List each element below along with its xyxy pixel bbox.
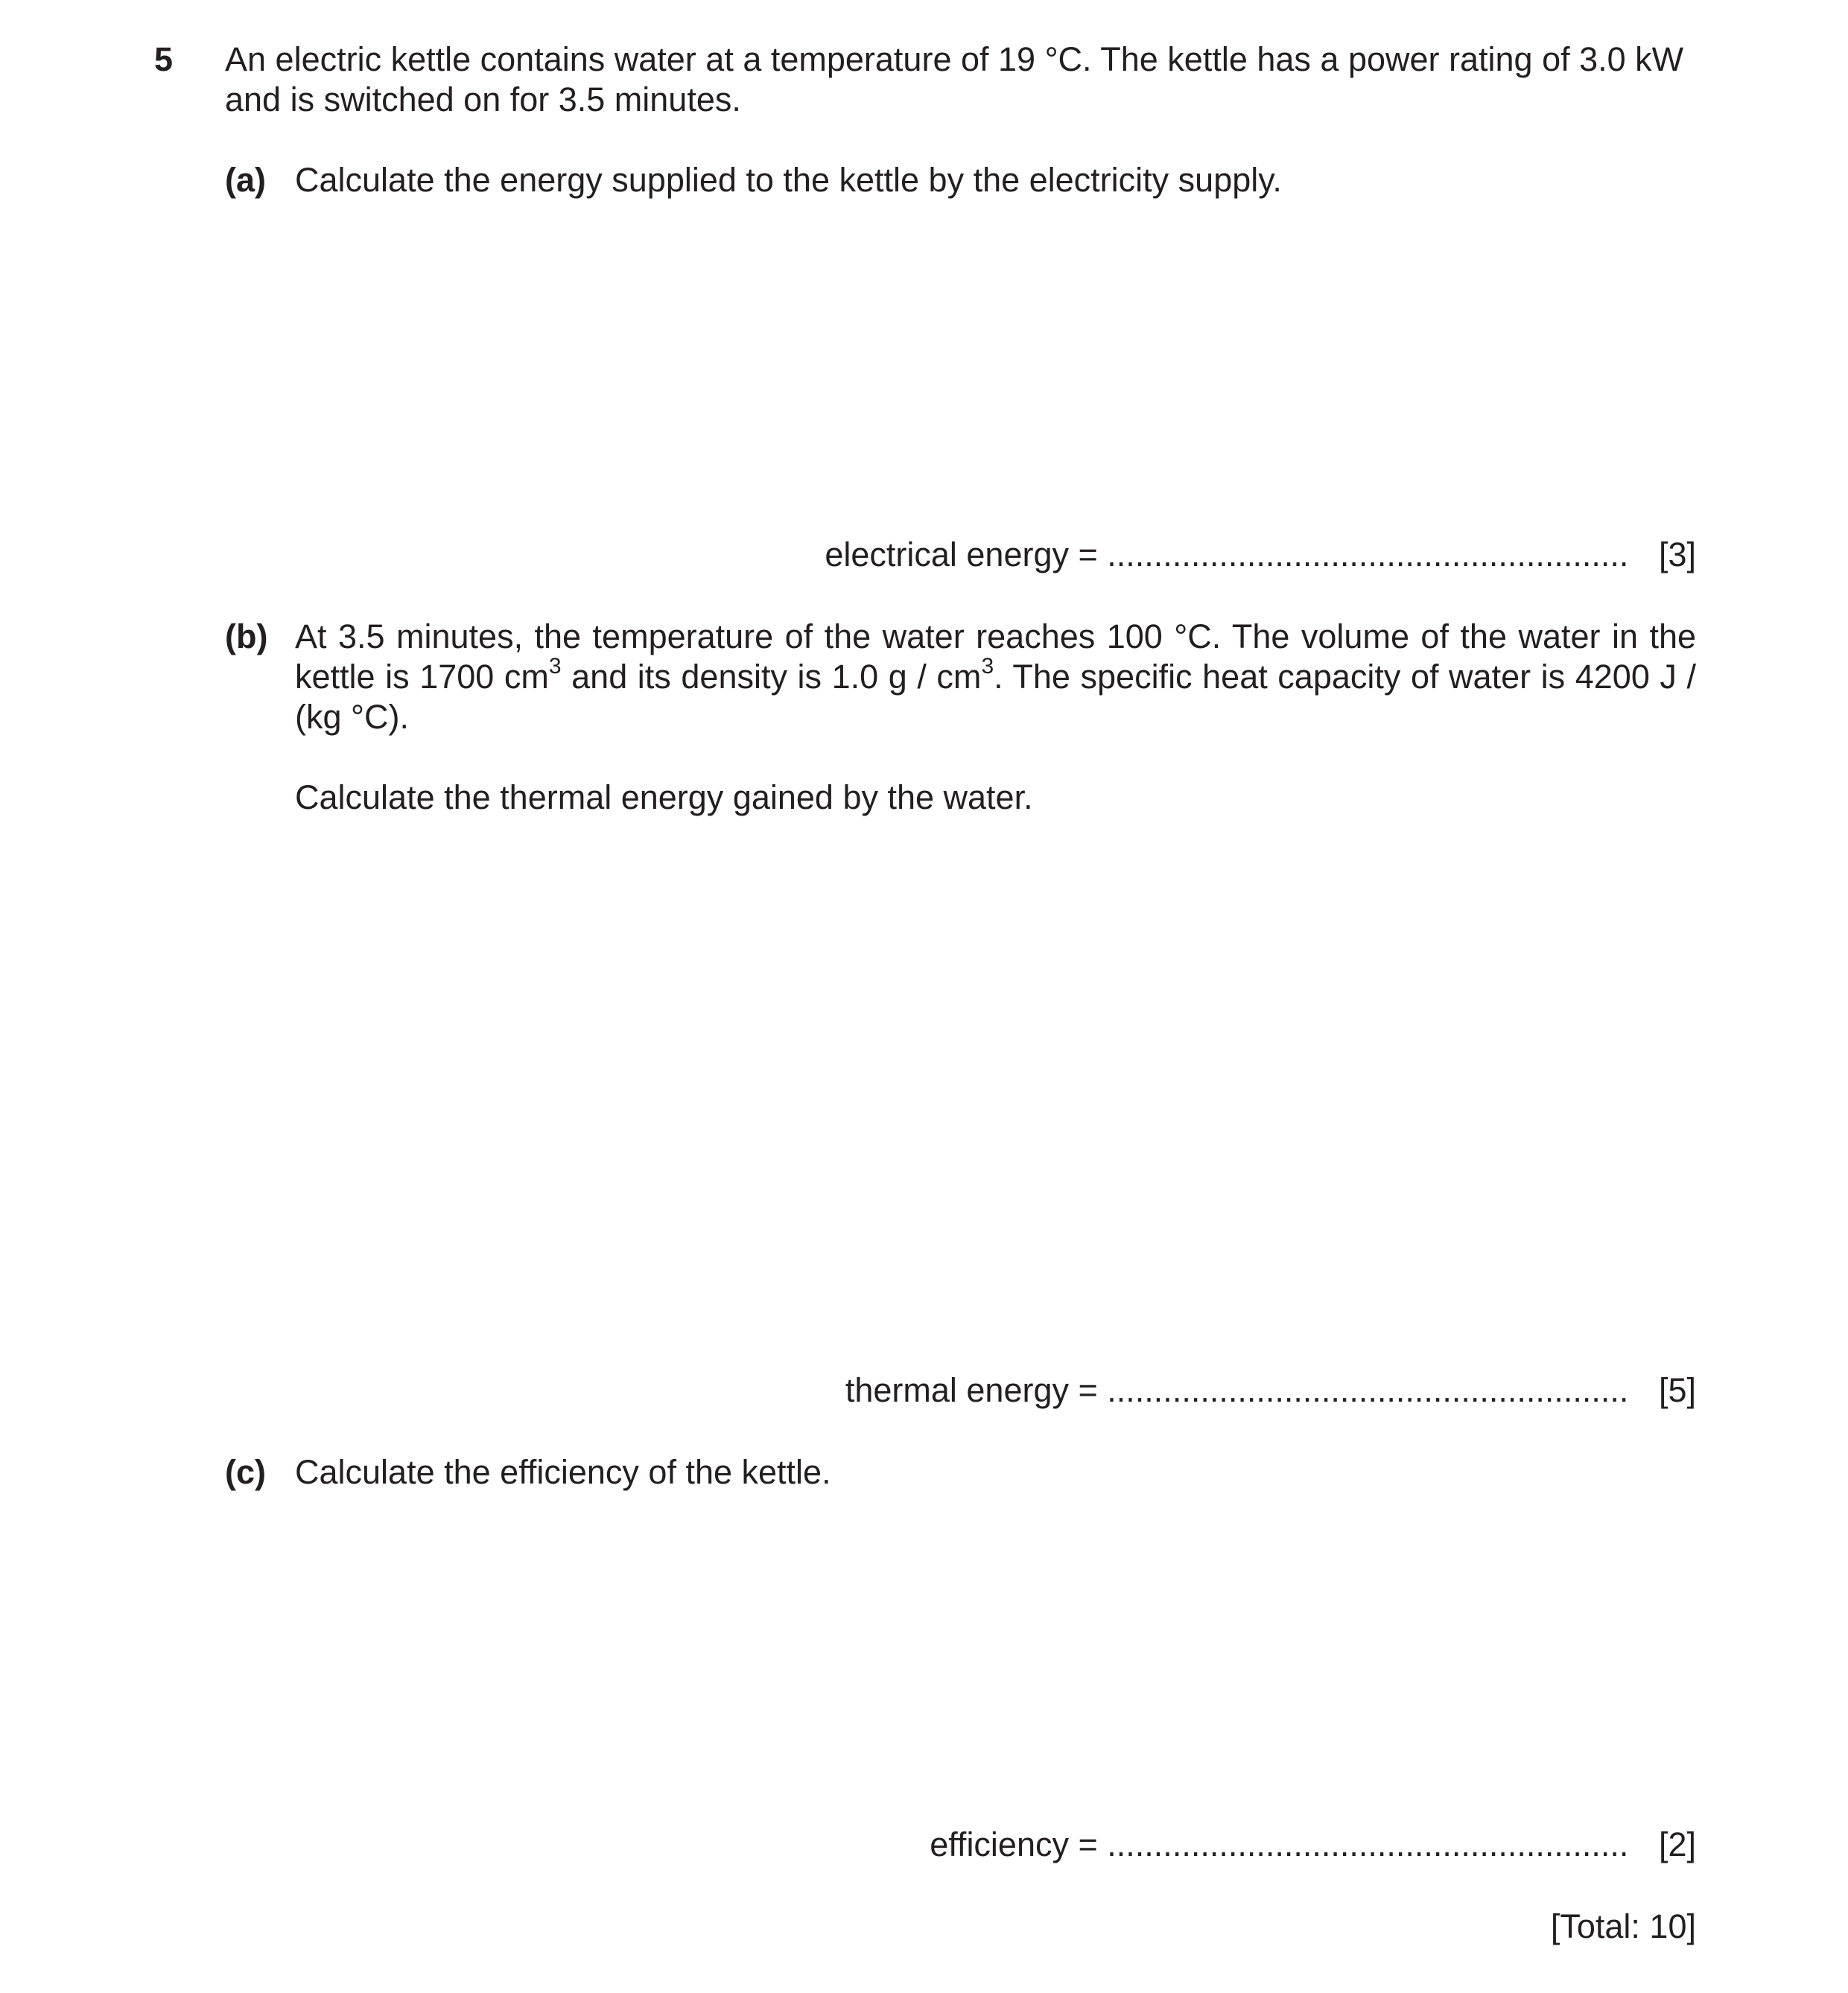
- part-b-instruction: Calculate the thermal energy gained by the water.: [295, 778, 1033, 816]
- part-c-label: (c): [225, 1453, 266, 1491]
- total-marks: [Total: 10]: [1550, 1907, 1696, 1945]
- question-number: 5: [154, 40, 174, 78]
- part-c-answer-field[interactable]: ........................................................: [1107, 1825, 1629, 1863]
- part-c-answer-line: [930, 1825, 1696, 1865]
- part-b-text-1: At 3.5 minutes, the temperature of the water reaches 100 °C. The volume of the water in the kettle is 1700 cm: [295, 617, 1696, 696]
- part-b-superscript-2: 3: [981, 654, 994, 678]
- part-a-answer-field[interactable]: ........................................................: [1107, 535, 1629, 573]
- part-b-answer-line: [845, 1370, 1696, 1411]
- part-b-superscript-1: 3: [548, 654, 562, 678]
- part-c-answer-label: efficiency =: [930, 1825, 1098, 1863]
- question-stem-line-2: and is switched on for 3.5 minutes.: [225, 80, 741, 118]
- part-a-question: Calculate the energy supplied to the kettle by the electricity supply.: [295, 161, 1282, 199]
- part-b-question: [295, 617, 1696, 737]
- part-c-marks: [2]: [1658, 1825, 1696, 1863]
- part-a-answer-line: [825, 535, 1696, 575]
- part-a-answer-label: electrical energy =: [825, 535, 1098, 573]
- part-b-marks: [5]: [1658, 1371, 1696, 1409]
- part-b-text-2: and its density is 1.0 g / cm: [561, 658, 982, 696]
- part-b-text-3: . The specific heat capacity of water is 4200 J / (kg °C).: [295, 658, 1697, 736]
- part-a-marks: [3]: [1658, 535, 1696, 573]
- part-b-answer-field[interactable]: ........................................................: [1107, 1371, 1629, 1409]
- part-a-label: (a): [225, 161, 266, 199]
- question-stem-line-1: An electric kettle contains water at a temperature of 19 °C. The kettle has a power rating of 3.0 kW: [225, 40, 1684, 78]
- part-c-question: Calculate the efficiency of the kettle.: [295, 1453, 831, 1491]
- question-stem: [225, 39, 1696, 120]
- part-b-answer-label: thermal energy =: [845, 1371, 1098, 1409]
- part-b-label: (b): [225, 617, 268, 655]
